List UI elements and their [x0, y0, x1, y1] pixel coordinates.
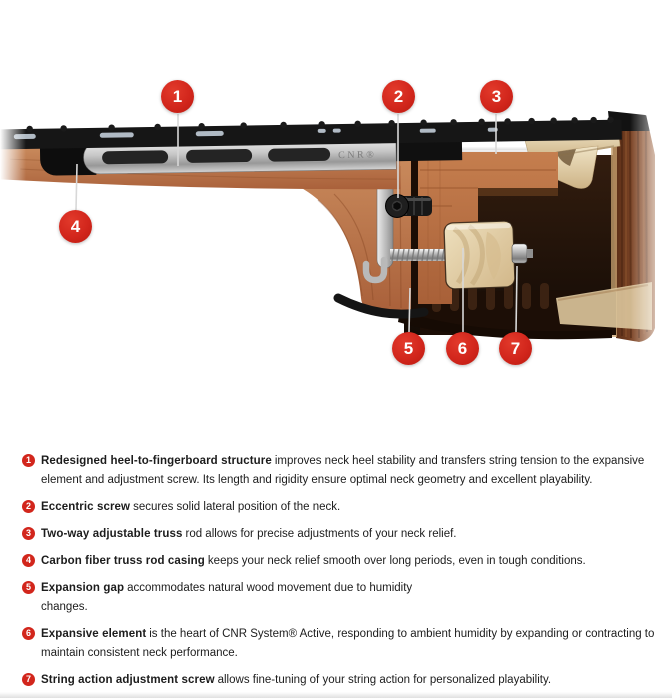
legend-desc-5: accommodates natural wood movement due to humidity changes.: [41, 582, 413, 613]
legend-desc-1: improves neck heel stability and transfers string tension to the expansive element and adjustment screw. Its length and rigidity ensure optimal neck geometry and excellent playability.: [41, 455, 645, 486]
threaded-rod: [390, 249, 450, 261]
legend-item-2: [22, 498, 658, 517]
legend-term-1: Redesigned heel-to-fingerboard structure: [41, 455, 272, 467]
legend-item-3: [22, 525, 658, 544]
legend: [0, 438, 672, 690]
expansion-gap: [411, 160, 418, 310]
left-fade: [0, 100, 26, 230]
legend-term-3: Two-way adjustable truss: [41, 528, 183, 540]
legend-bullet-7: 7: [22, 673, 35, 686]
legend-desc-2: secures solid lateral position of the neck.: [133, 501, 341, 513]
legend-term-7: String action adjustment screw: [41, 674, 215, 686]
callout-1: 1: [161, 80, 194, 113]
legend-item-5: [22, 579, 658, 617]
callout-6: 6: [446, 332, 479, 365]
legend-text-1: [41, 452, 657, 490]
legend-desc-3: rod allows for precise adjustments of your neck relief.: [185, 528, 457, 540]
legend-bullet-1: 1: [22, 454, 35, 467]
legend-term-5: Expansion gap: [41, 582, 125, 594]
cnr-engraving: CNR®: [338, 149, 377, 162]
eccentric-screw: [386, 195, 433, 218]
legend-desc-4: keeps your neck relief smooth over long periods, even in tough conditions.: [207, 555, 586, 567]
legend-desc-6: is the heart of CNR System® Active, responding to ambient humidity by expanding or contracting to maintain consistent neck performance.: [41, 628, 655, 659]
legend-text-4: [41, 552, 586, 571]
legend-term-6: Expansive element: [41, 628, 147, 640]
legend-term-2: Eccentric screw: [41, 501, 131, 513]
legend-bullet-5: 5: [22, 581, 35, 594]
callout-7: 7: [499, 332, 532, 365]
legend-item-6: [22, 625, 658, 663]
legend-text-2: [41, 498, 340, 517]
legend-text-6: [41, 625, 658, 663]
callout-3: 3: [480, 80, 513, 113]
legend-desc-7: allows fine-tuning of your string action for personalized playability.: [217, 674, 552, 686]
legend-bullet-3: 3: [22, 527, 35, 540]
expansive-element: [444, 221, 515, 289]
legend-term-4: Carbon fiber truss rod casing: [41, 555, 205, 567]
legend-text-5: [41, 579, 413, 617]
legend-text-3: [41, 525, 457, 544]
bottom-fade: [0, 692, 672, 698]
legend-item-7: [22, 671, 658, 690]
callout-2: 2: [382, 80, 415, 113]
legend-bullet-4: 4: [22, 554, 35, 567]
legend-item-1: [22, 452, 658, 490]
legend-bullet-2: 2: [22, 500, 35, 513]
legend-bullet-6: 6: [22, 627, 35, 640]
legend-text-7: [41, 671, 551, 690]
callout-5: 5: [392, 332, 425, 365]
legend-item-4: [22, 552, 658, 571]
callout-4: 4: [59, 210, 92, 243]
